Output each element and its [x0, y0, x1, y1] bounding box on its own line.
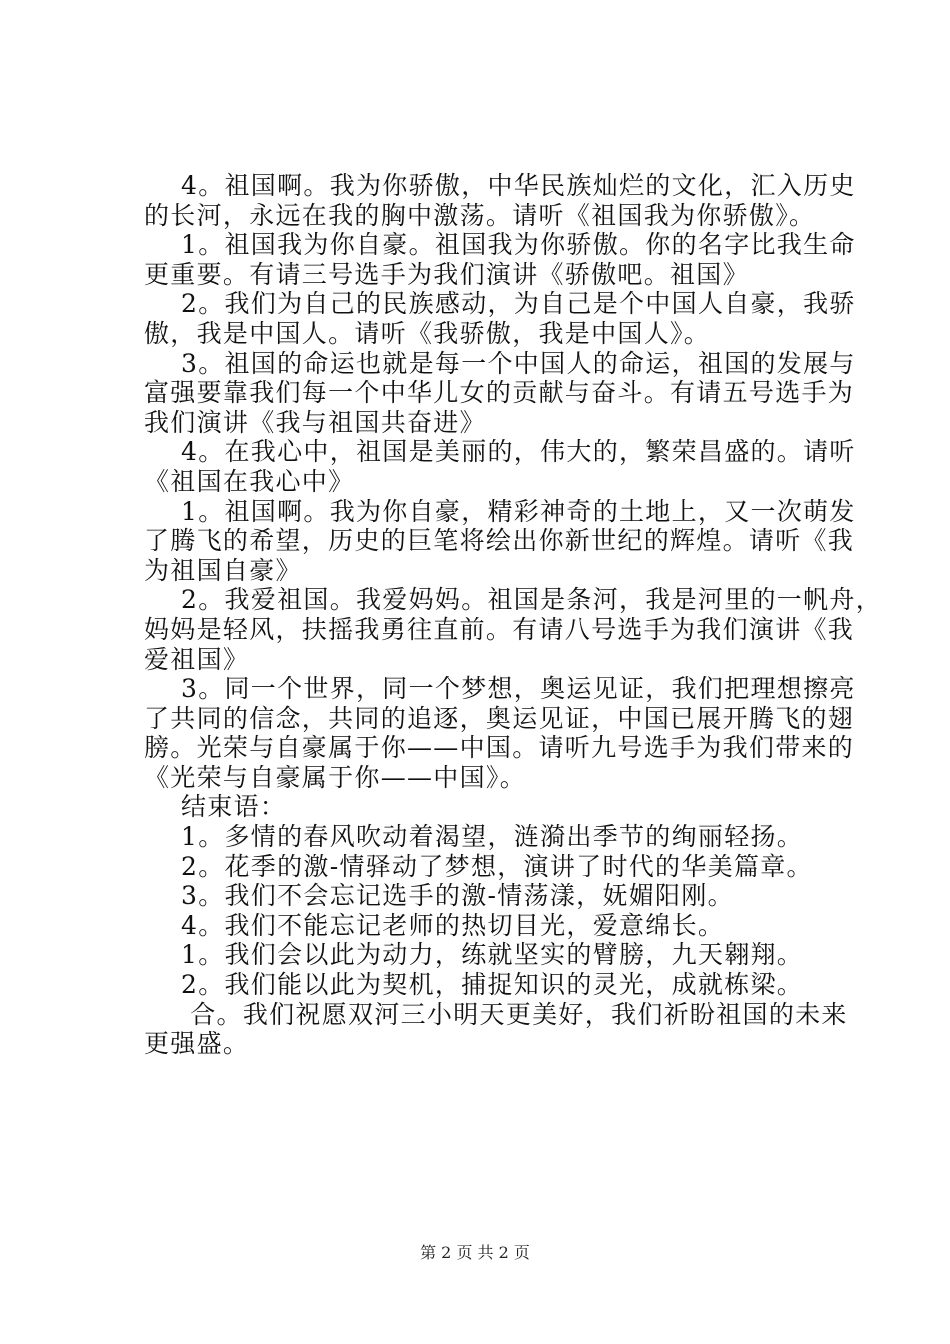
text-line: 傲，我是中国人。请听《我骄傲，我是中国人》。: [144, 318, 711, 348]
text-line: 1。我们会以此为动力，练就坚实的臂膀，九天翱翔。: [144, 940, 804, 970]
text-line: 2。花季的激-情驿动了梦想，演讲了时代的华美篇章。: [144, 851, 813, 881]
text-line: 2。我们能以此为契机，捕捉知识的灵光，成就栋梁。: [144, 970, 804, 1000]
text-line: 3。同一个世界，同一个梦想，奥运见证，我们把理想擦亮: [144, 674, 856, 704]
page-number-footer: 第 2 页 共 2 页: [420, 1243, 530, 1262]
text-line: 了共同的信念，共同的追逐，奥运见证，中国已展开腾飞的翅: [144, 703, 855, 733]
text-line: 1。祖国啊。我为你自豪，精彩神奇的土地上，又一次萌发: [144, 496, 856, 526]
text-line: 《祖国在我心中》: [144, 466, 355, 496]
text-line: 我们演讲《我与祖国共奋进》: [144, 407, 486, 437]
text-line: 了腾飞的希望，历史的巨笔将绘出你新世纪的辉煌。请听《我: [144, 526, 855, 556]
text-line: 更重要。有请三号选手为我们演讲《骄傲吧。祖国》: [144, 259, 749, 289]
text-line: 富强要靠我们每一个中华儿女的贡献与奋斗。有请五号选手为: [144, 378, 855, 408]
text-line: 1。祖国我为你自豪。祖国我为你骄傲。你的名字比我生命: [144, 230, 856, 260]
text-line: 的长河，永远在我的胸中激荡。请听《祖国我为你骄傲》。: [144, 200, 816, 230]
text-line: 合。我们祝愿双河三小明天更美好，我们祈盼祖国的未来: [144, 999, 848, 1029]
text-line: 2。我们为自己的民族感动，为自己是个中国人自豪，我骄: [144, 289, 856, 319]
text-line: 妈妈是轻风，扶摇我勇往直前。有请八号选手为我们演讲《我: [144, 614, 855, 644]
text-line: 1。多情的春风吹动着渴望，涟漪出季节的绚丽轻扬。: [144, 822, 804, 852]
text-line: 爱祖国》: [144, 644, 250, 674]
text-line: 膀。光荣与自豪属于你——中国。请听九号选手为我们带来的: [144, 733, 855, 763]
text-line: 4。在我心中，祖国是美丽的，伟大的，繁荣昌盛的。请听: [144, 437, 856, 467]
text-line: 更强盛。: [144, 1029, 250, 1059]
text-line: 为祖国自豪》: [144, 555, 302, 585]
text-line: 2。我爱祖国。我爱妈妈。祖国是条河，我是河里的一帆舟，: [144, 585, 882, 615]
text-line: 4。祖国啊。我为你骄傲，中华民族灿烂的文化，汇入历史: [144, 171, 856, 200]
text-line: 《光荣与自豪属于你——中国》。: [144, 762, 527, 792]
document-body: [144, 171, 882, 1059]
text-line: 3。我们不会忘记选手的激-情荡漾，妩媚阳刚。: [144, 881, 734, 911]
text-line: 4。我们不能忘记老师的热切目光，爱意绵长。: [144, 910, 725, 940]
section-heading: 结束语：: [144, 792, 287, 822]
text-line: 3。祖国的命运也就是每一个中国人的命运，祖国的发展与: [144, 348, 856, 378]
